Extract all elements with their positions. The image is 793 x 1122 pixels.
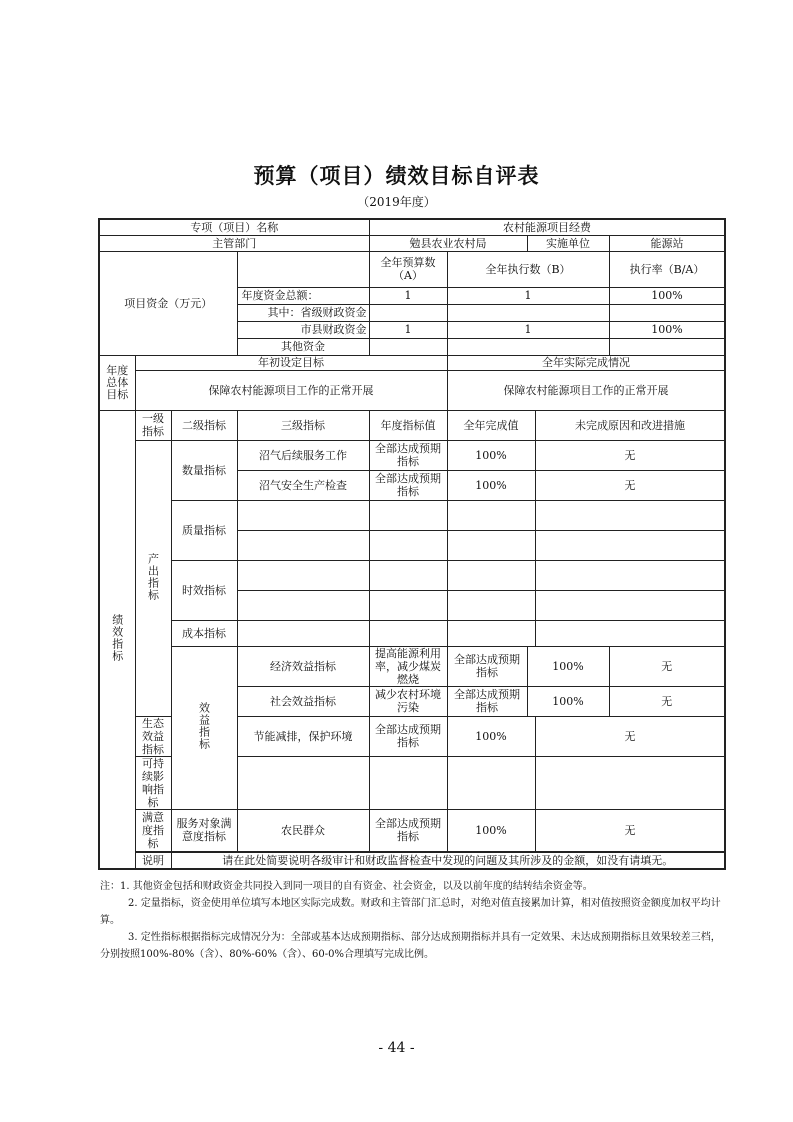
serve-l3: 农民群众 bbox=[237, 809, 369, 851]
footnotes bbox=[100, 878, 722, 963]
col-exec: 全年执行数（B） bbox=[447, 251, 609, 287]
project-name-value: 农村能源项目经费 bbox=[369, 219, 725, 235]
qty-row-2-l3: 沼气安全生产检查 bbox=[237, 470, 369, 500]
funds-other-budget bbox=[369, 338, 447, 355]
funds-county-exec: 1 bbox=[447, 321, 609, 338]
effect-label: 效益指标 bbox=[171, 646, 237, 809]
funds-county-budget: 1 bbox=[369, 321, 447, 338]
cost-row-done bbox=[447, 620, 535, 646]
quality-row-1-value bbox=[369, 500, 447, 530]
page-number: - 44 - bbox=[378, 1040, 415, 1056]
quality-label: 质量指标 bbox=[171, 500, 237, 560]
cost-row-value bbox=[369, 620, 447, 646]
eco-value: 全部达成预期指标 bbox=[369, 716, 447, 756]
cost-label: 成本指标 bbox=[171, 620, 237, 646]
funds-row-province: 其中：省级财政资金 bbox=[237, 304, 369, 321]
project-name-label: 专项（项目）名称 bbox=[99, 219, 369, 235]
h-done: 全年完成值 bbox=[447, 410, 535, 440]
unit-label: 实施单位 bbox=[527, 235, 609, 251]
eco-reason: 无 bbox=[535, 716, 725, 756]
serve-reason: 无 bbox=[535, 809, 725, 851]
note-3: 3. 定性指标根据指标完成情况分为：全部或基本达成预期指标、部分达成预期指标并具有一定效果、未达成预期指标且效果较差三档，分别按照100%-80%（含）、80%-60%（含）、60-0%合理填写完成比例。 bbox=[100, 932, 721, 960]
funds-other-exec bbox=[447, 338, 609, 355]
quality-row-1-l3 bbox=[237, 500, 369, 530]
overall-actual: 保障农村能源项目工作的正常开展 bbox=[447, 370, 725, 410]
social-l3: 减少农村环境污染 bbox=[369, 686, 447, 716]
time-row-1-value bbox=[369, 560, 447, 590]
cost-row-l3 bbox=[237, 620, 369, 646]
quality-row-2-done bbox=[447, 530, 535, 560]
qty-row-2-reason: 无 bbox=[535, 470, 725, 500]
eco-label: 生态效益指标 bbox=[135, 716, 171, 756]
eco-done: 100% bbox=[447, 716, 535, 756]
sustain-value bbox=[369, 756, 447, 809]
overall-actual-header: 全年实际完成情况 bbox=[447, 355, 725, 370]
quality-row-1-reason bbox=[535, 500, 725, 530]
quality-row-2-l3 bbox=[237, 530, 369, 560]
funds-total-budget: 1 bbox=[369, 287, 447, 304]
funds-total-rate: 100% bbox=[609, 287, 725, 304]
serve-done: 100% bbox=[447, 809, 535, 851]
col-budget: 全年预算数（A） bbox=[369, 251, 447, 287]
funds-row-other: 其他资金 bbox=[237, 338, 369, 355]
quality-row-1-done bbox=[447, 500, 535, 530]
time-row-2-value bbox=[369, 590, 447, 620]
funds-province-rate bbox=[609, 304, 725, 321]
qty-row-2-done: 100% bbox=[447, 470, 535, 500]
h-value: 年度指标值 bbox=[369, 410, 447, 440]
funds-county-rate: 100% bbox=[609, 321, 725, 338]
funds-total-exec: 1 bbox=[447, 287, 609, 304]
social-reason: 无 bbox=[609, 686, 725, 716]
note-2: 2. 定量指标，资金使用单位填写本地区实际完成数。财政和主管部门汇总时，对绝对值直接累加计算，相对值按照资金额度加权平均计算。 bbox=[100, 898, 721, 926]
serve-value: 全部达成预期指标 bbox=[369, 809, 447, 851]
cost-row-reason bbox=[535, 620, 725, 646]
time-label: 时效指标 bbox=[171, 560, 237, 620]
qty-row-1-value: 全部达成预期指标 bbox=[369, 440, 447, 470]
h-level3: 三级指标 bbox=[237, 410, 369, 440]
h-reason: 未完成原因和改进措施 bbox=[535, 410, 725, 440]
quality-row-2-reason bbox=[535, 530, 725, 560]
unit-value: 能源站 bbox=[609, 235, 725, 251]
funds-label: 项目资金（万元） bbox=[99, 251, 237, 355]
qty-row-1-l3: 沼气后续服务工作 bbox=[237, 440, 369, 470]
econ-done: 100% bbox=[527, 646, 609, 686]
col-rate: 执行率（B/A） bbox=[609, 251, 725, 287]
social-value: 全部达成预期指标 bbox=[447, 686, 527, 716]
satisf-label: 满意度指标 bbox=[135, 809, 171, 851]
time-row-2-l3 bbox=[237, 590, 369, 620]
note-1: 注：1. 其他资金包括和财政资金共同投入到同一项目的自有资金、社会资金，以及以前年度的结转结余资金等。 bbox=[100, 881, 593, 892]
econ-value: 全部达成预期指标 bbox=[447, 646, 527, 686]
h-level1: 一级指标 bbox=[135, 410, 171, 440]
quality-row-2-value bbox=[369, 530, 447, 560]
funds-province-exec bbox=[447, 304, 609, 321]
sustain-l3 bbox=[237, 756, 369, 809]
qty-label: 数量指标 bbox=[171, 440, 237, 500]
funds-row-county: 市县财政资金 bbox=[237, 321, 369, 338]
social-label: 社会效益指标 bbox=[237, 686, 369, 716]
remark-label: 说明 bbox=[135, 852, 171, 869]
time-row-1-l3 bbox=[237, 560, 369, 590]
sustain-reason bbox=[535, 756, 725, 809]
performance-table bbox=[98, 218, 726, 870]
funds-other-rate bbox=[609, 338, 725, 355]
social-done: 100% bbox=[527, 686, 609, 716]
qty-row-2-value: 全部达成预期指标 bbox=[369, 470, 447, 500]
remark-text: 请在此处简要说明各级审计和财政监督检查中发现的问题及其所涉及的金额，如没有请填无。 bbox=[171, 852, 725, 869]
overall-label: 年度总体目标 bbox=[99, 355, 135, 410]
funds-province-budget bbox=[369, 304, 447, 321]
perf-label: 绩效指标 bbox=[99, 410, 135, 869]
dept-label: 主管部门 bbox=[99, 235, 369, 251]
overall-target: 保障农村能源项目工作的正常开展 bbox=[135, 370, 447, 410]
time-row-2-done bbox=[447, 590, 535, 620]
time-row-2-reason bbox=[535, 590, 725, 620]
output-label: 产出指标 bbox=[135, 440, 171, 716]
qty-row-1-reason: 无 bbox=[535, 440, 725, 470]
eco-l3: 节能减排，保护环境 bbox=[237, 716, 369, 756]
funds-blank bbox=[237, 251, 369, 287]
h-level2: 二级指标 bbox=[171, 410, 237, 440]
funds-row-total: 年度资金总额： bbox=[237, 287, 369, 304]
time-row-1-reason bbox=[535, 560, 725, 590]
sustain-done bbox=[447, 756, 535, 809]
overall-target-header: 年初设定目标 bbox=[135, 355, 447, 370]
econ-label: 经济效益指标 bbox=[237, 646, 369, 686]
time-row-1-done bbox=[447, 560, 535, 590]
qty-row-1-done: 100% bbox=[447, 440, 535, 470]
econ-l3: 提高能源利用率，减少煤炭燃烧 bbox=[369, 646, 447, 686]
year-subtitle: （2019年度） bbox=[357, 195, 436, 209]
page-title: 预算（项目）绩效目标自评表 bbox=[253, 163, 540, 188]
sustain-label: 可持续影响指标 bbox=[135, 756, 171, 809]
serve-label: 服务对象满意度指标 bbox=[171, 809, 237, 851]
dept-value: 勉县农业农村局 bbox=[369, 235, 527, 251]
econ-reason: 无 bbox=[609, 646, 725, 686]
